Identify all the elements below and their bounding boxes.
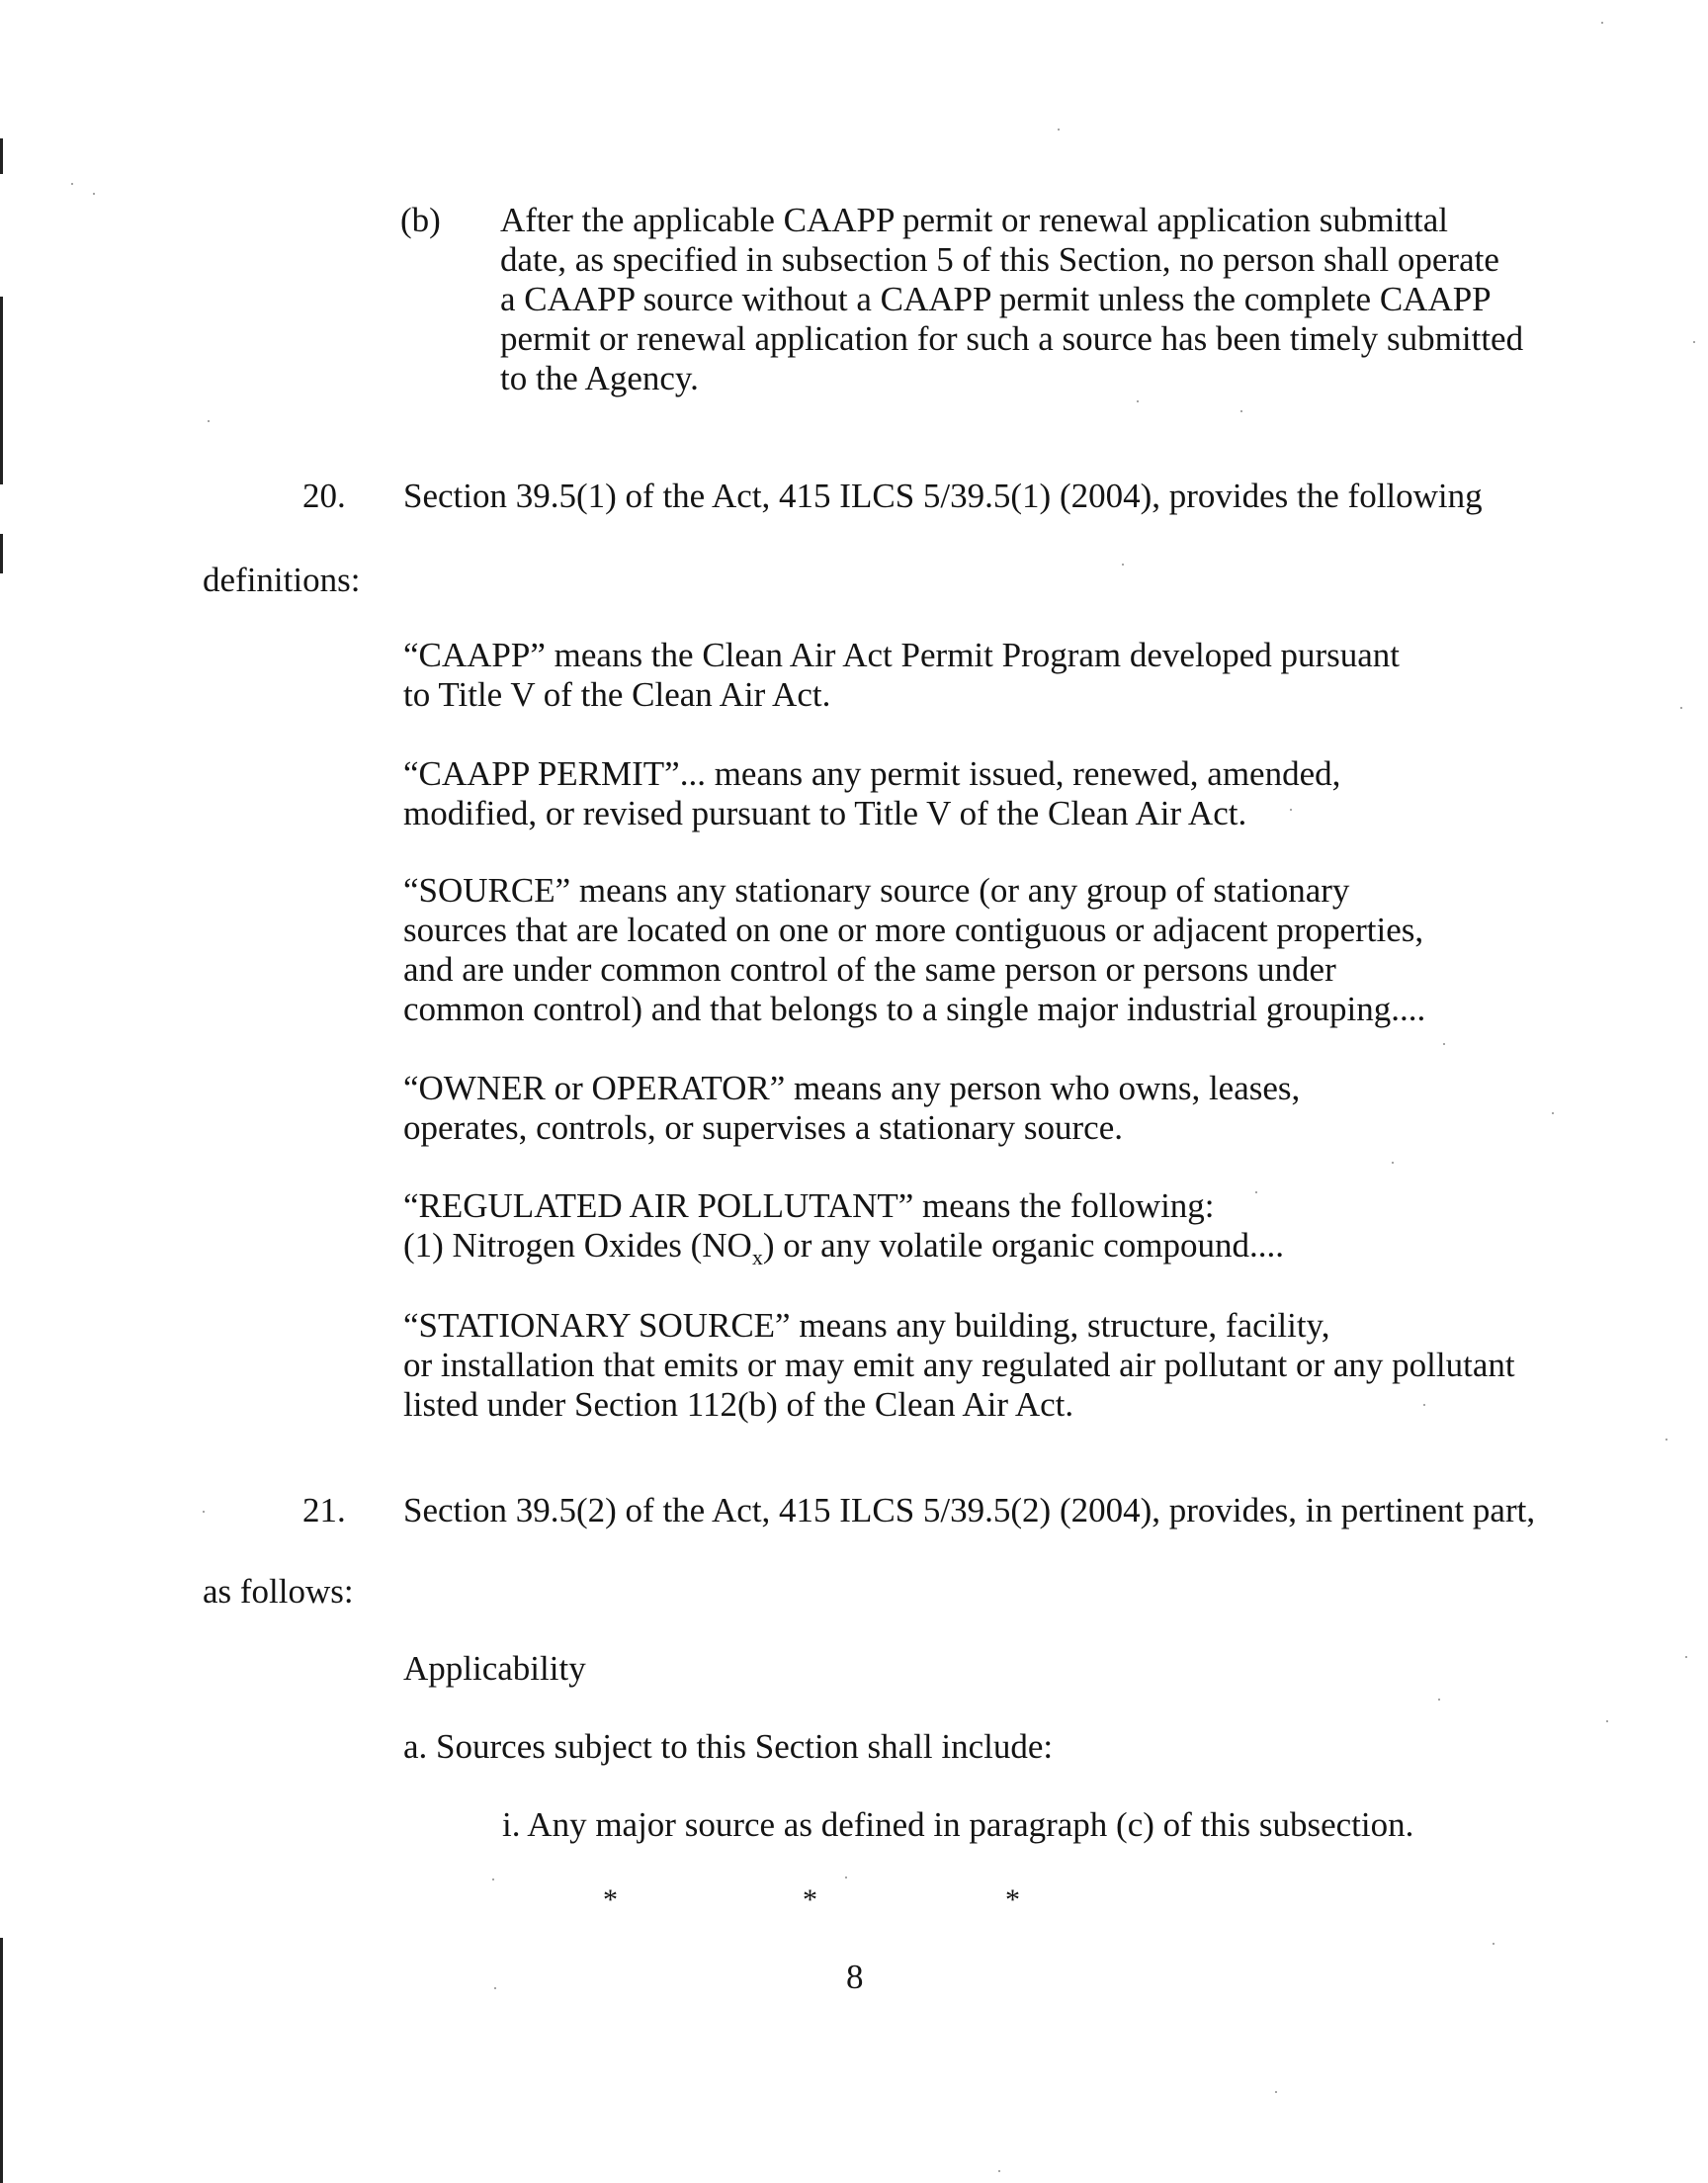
text-line bbox=[403, 1226, 1284, 1269]
scan-speck bbox=[1493, 1943, 1494, 1945]
scan-speck bbox=[1255, 1191, 1257, 1193]
scan-speck bbox=[845, 1877, 847, 1878]
subscript-x: x bbox=[751, 1245, 763, 1269]
scan-speck bbox=[203, 1511, 205, 1513]
ellipsis-asterisk: * bbox=[1005, 1883, 1020, 1916]
text-line: “CAAPP PERMIT”... means any permit issued, renewed, amended, bbox=[403, 754, 1341, 793]
scan-speck bbox=[1275, 2091, 1277, 2093]
text-line: common control) and that belongs to a single major industrial grouping.... bbox=[403, 990, 1426, 1028]
paragraph-20-text: Section 39.5(1) of the Act, 415 ILCS 5/39.5(1) (2004), provides the following bbox=[403, 477, 1483, 515]
paragraph-number-20: 20. bbox=[302, 477, 346, 515]
scan-speck bbox=[1240, 410, 1242, 412]
paragraph-number-21: 21. bbox=[302, 1491, 346, 1529]
scan-speck bbox=[208, 420, 210, 422]
ellipsis-asterisk: * bbox=[803, 1883, 817, 1916]
scan-edge-mark bbox=[0, 138, 3, 174]
text-run: ) or any volatile organic compound.... bbox=[762, 1226, 1284, 1265]
scan-edge-mark bbox=[0, 1938, 3, 2183]
scan-speck bbox=[998, 2170, 1000, 2172]
scan-speck bbox=[1665, 1439, 1667, 1441]
scan-speck bbox=[1438, 1699, 1440, 1701]
text-line: “OWNER or OPERATOR” means any person who owns, leases, bbox=[403, 1069, 1301, 1107]
scan-edge-mark bbox=[0, 297, 3, 484]
scan-speck bbox=[1392, 1162, 1394, 1164]
scan-speck bbox=[93, 193, 95, 195]
text-line: modified, or revised pursuant to Title V of the Clean Air Act. bbox=[403, 794, 1247, 832]
paragraph-20-continuation: definitions: bbox=[203, 561, 361, 599]
subsection-b-label: (b) bbox=[400, 201, 441, 239]
applicability-heading: Applicability bbox=[403, 1649, 586, 1688]
scan-speck bbox=[1601, 22, 1603, 24]
page-number: 8 bbox=[846, 1958, 864, 1996]
text-line: or installation that emits or may emit any regulated air pollutant or any pollutant bbox=[403, 1346, 1515, 1384]
scan-edge-mark bbox=[0, 534, 3, 573]
scan-speck bbox=[1552, 1112, 1554, 1114]
applicability-item-a: a. Sources subject to this Section shall include: bbox=[403, 1727, 1054, 1766]
text-line: listed under Section 112(b) of the Clean Air Act. bbox=[403, 1385, 1074, 1424]
text-line: permit or renewal application for such a source has been timely submitted bbox=[500, 319, 1524, 358]
ellipsis-asterisk: * bbox=[603, 1883, 618, 1916]
scan-speck bbox=[71, 183, 73, 185]
scan-speck bbox=[1122, 564, 1124, 566]
paragraph-21-continuation: as follows: bbox=[203, 1572, 354, 1611]
text-line: “REGULATED AIR POLLUTANT” means the following: bbox=[403, 1186, 1215, 1225]
text-line: to the Agency. bbox=[500, 359, 699, 397]
scan-speck bbox=[1680, 707, 1682, 709]
scan-speck bbox=[492, 1878, 494, 1880]
text-line: sources that are located on one or more contiguous or adjacent properties, bbox=[403, 911, 1424, 949]
scan-speck bbox=[1137, 400, 1139, 402]
text-line: “CAAPP” means the Clean Air Act Permit Program developed pursuant bbox=[403, 636, 1401, 674]
text-line: “STATIONARY SOURCE” means any building, structure, facility, bbox=[403, 1306, 1330, 1345]
text-line: and are under common control of the same person or persons under bbox=[403, 950, 1336, 989]
text-run: (1) Nitrogen Oxides (NO bbox=[403, 1226, 752, 1265]
scan-speck bbox=[1058, 129, 1060, 131]
text-line: “SOURCE” means any stationary source (or any group of stationary bbox=[403, 871, 1350, 910]
scan-speck bbox=[1606, 1720, 1608, 1722]
text-line: After the applicable CAAPP permit or renewal application submittal bbox=[500, 201, 1448, 239]
scan-speck bbox=[1443, 1043, 1445, 1045]
scan-speck bbox=[1423, 1404, 1425, 1406]
scan-speck bbox=[1290, 809, 1292, 811]
paragraph-21-text: Section 39.5(2) of the Act, 415 ILCS 5/39.5(2) (2004), provides, in pertinent part, bbox=[403, 1491, 1536, 1529]
scan-speck bbox=[1693, 341, 1695, 343]
text-line: to Title V of the Clean Air Act. bbox=[403, 675, 831, 714]
text-line: operates, controls, or supervises a stationary source. bbox=[403, 1108, 1123, 1147]
text-line: a CAAPP source without a CAAPP permit unless the complete CAAPP bbox=[500, 280, 1492, 318]
scan-speck bbox=[1685, 1656, 1687, 1658]
text-line: date, as specified in subsection 5 of this Section, no person shall operate bbox=[500, 240, 1499, 279]
applicability-item-i: i. Any major source as defined in paragraph (c) of this subsection. bbox=[502, 1805, 1414, 1844]
scan-speck bbox=[494, 1987, 496, 1989]
